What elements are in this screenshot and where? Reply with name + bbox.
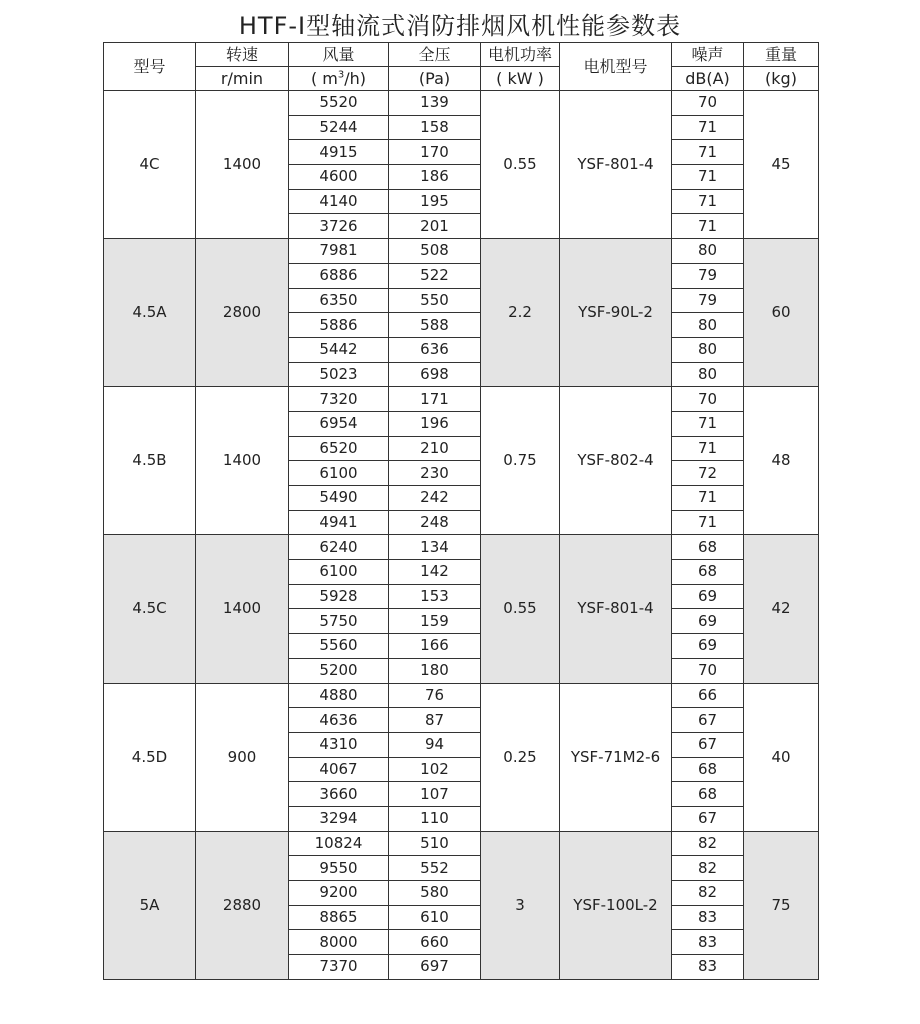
cell-weight: 75 xyxy=(744,831,819,979)
cell-airflow: 5560 xyxy=(289,634,389,659)
cell-pressure: 158 xyxy=(389,115,481,140)
cell-speed: 1400 xyxy=(196,91,289,239)
cell-noise: 69 xyxy=(672,609,744,634)
cell-noise: 67 xyxy=(672,732,744,757)
cell-noise: 82 xyxy=(672,831,744,856)
cell-pressure: 110 xyxy=(389,806,481,831)
cell-airflow: 6100 xyxy=(289,560,389,585)
cell-noise: 83 xyxy=(672,930,744,955)
cell-pressure: 510 xyxy=(389,831,481,856)
cell-pressure: 210 xyxy=(389,436,481,461)
cell-noise: 67 xyxy=(672,806,744,831)
cell-airflow: 5442 xyxy=(289,337,389,362)
cell-pressure: 139 xyxy=(389,91,481,116)
cell-pressure: 159 xyxy=(389,609,481,634)
header-speed-unit: r/min xyxy=(196,67,289,91)
cell-noise: 82 xyxy=(672,881,744,906)
cell-airflow: 7320 xyxy=(289,387,389,412)
cell-noise: 80 xyxy=(672,239,744,264)
cell-pressure: 180 xyxy=(389,658,481,683)
cell-pressure: 230 xyxy=(389,461,481,486)
cell-airflow: 6520 xyxy=(289,436,389,461)
cell-noise: 80 xyxy=(672,313,744,338)
cell-weight: 60 xyxy=(744,239,819,387)
cell-motor: YSF-802-4 xyxy=(560,387,672,535)
cell-weight: 45 xyxy=(744,91,819,239)
cell-airflow: 5490 xyxy=(289,486,389,511)
cell-model: 5A xyxy=(104,831,196,979)
cell-airflow: 6240 xyxy=(289,535,389,560)
cell-pressure: 76 xyxy=(389,683,481,708)
header-weight: 重量 xyxy=(744,43,819,67)
cell-airflow: 8865 xyxy=(289,905,389,930)
header-pressure-unit: (Pa) xyxy=(389,67,481,91)
cell-speed: 2880 xyxy=(196,831,289,979)
cell-pressure: 508 xyxy=(389,239,481,264)
cell-noise: 68 xyxy=(672,535,744,560)
cell-noise: 68 xyxy=(672,782,744,807)
cell-airflow: 3726 xyxy=(289,214,389,239)
cell-pressure: 166 xyxy=(389,634,481,659)
cell-noise: 80 xyxy=(672,337,744,362)
cell-airflow: 6100 xyxy=(289,461,389,486)
cell-airflow: 7370 xyxy=(289,955,389,980)
table-row xyxy=(104,831,819,856)
table-body xyxy=(104,91,819,980)
cell-noise: 71 xyxy=(672,115,744,140)
cell-power: 0.55 xyxy=(481,91,560,239)
cell-pressure: 697 xyxy=(389,955,481,980)
cell-speed: 1400 xyxy=(196,535,289,683)
cell-noise: 71 xyxy=(672,436,744,461)
cell-pressure: 196 xyxy=(389,411,481,436)
cell-pressure: 552 xyxy=(389,856,481,881)
cell-pressure: 186 xyxy=(389,165,481,190)
cell-pressure: 522 xyxy=(389,263,481,288)
cell-pressure: 698 xyxy=(389,362,481,387)
page-title: HTF-I型轴流式消防排烟风机性能参数表 xyxy=(238,12,682,40)
header-weight-unit: (kg) xyxy=(744,67,819,91)
cell-noise: 68 xyxy=(672,560,744,585)
header-speed: 转速 xyxy=(196,43,289,67)
airflow-unit-pre: ( m xyxy=(310,69,338,88)
cell-motor: YSF-71M2-6 xyxy=(560,683,672,831)
cell-airflow: 4600 xyxy=(289,165,389,190)
cell-airflow: 4880 xyxy=(289,683,389,708)
cell-motor: YSF-801-4 xyxy=(560,535,672,683)
cell-airflow: 5244 xyxy=(289,115,389,140)
cell-airflow: 9200 xyxy=(289,881,389,906)
cell-weight: 42 xyxy=(744,535,819,683)
cell-airflow: 7981 xyxy=(289,239,389,264)
cell-model: 4.5A xyxy=(104,239,196,387)
table-row xyxy=(104,239,819,264)
cell-noise: 71 xyxy=(672,510,744,535)
cell-pressure: 107 xyxy=(389,782,481,807)
cell-model: 4.5B xyxy=(104,387,196,535)
table-row xyxy=(104,535,819,560)
header-airflow-unit xyxy=(289,67,389,91)
cell-model: 4.5C xyxy=(104,535,196,683)
cell-pressure: 153 xyxy=(389,584,481,609)
cell-pressure: 134 xyxy=(389,535,481,560)
cell-pressure: 610 xyxy=(389,905,481,930)
cell-airflow: 4941 xyxy=(289,510,389,535)
cell-airflow: 6350 xyxy=(289,288,389,313)
cell-noise: 69 xyxy=(672,584,744,609)
cell-pressure: 242 xyxy=(389,486,481,511)
cell-airflow: 4915 xyxy=(289,140,389,165)
cell-speed: 900 xyxy=(196,683,289,831)
cell-airflow: 4636 xyxy=(289,708,389,733)
cell-power: 0.25 xyxy=(481,683,560,831)
cell-noise: 79 xyxy=(672,288,744,313)
cell-motor: YSF-100L-2 xyxy=(560,831,672,979)
cell-airflow: 5886 xyxy=(289,313,389,338)
cell-speed: 1400 xyxy=(196,387,289,535)
cell-noise: 71 xyxy=(672,189,744,214)
header-model: 型号 xyxy=(104,43,196,91)
cell-pressure: 102 xyxy=(389,757,481,782)
cell-airflow: 5928 xyxy=(289,584,389,609)
cell-airflow: 5750 xyxy=(289,609,389,634)
cell-pressure: 142 xyxy=(389,560,481,585)
cell-pressure: 248 xyxy=(389,510,481,535)
cell-airflow: 6886 xyxy=(289,263,389,288)
header-motor: 电机型号 xyxy=(560,43,672,91)
table-header xyxy=(104,43,819,91)
cell-noise: 67 xyxy=(672,708,744,733)
cell-model: 4.5D xyxy=(104,683,196,831)
cell-airflow: 3294 xyxy=(289,806,389,831)
table-row xyxy=(104,91,819,116)
cell-noise: 71 xyxy=(672,486,744,511)
cell-airflow: 4140 xyxy=(289,189,389,214)
cell-pressure: 201 xyxy=(389,214,481,239)
cell-noise: 83 xyxy=(672,905,744,930)
cell-noise: 71 xyxy=(672,214,744,239)
cell-noise: 69 xyxy=(672,634,744,659)
header-pressure: 全压 xyxy=(389,43,481,67)
cell-motor: YSF-801-4 xyxy=(560,91,672,239)
table-row xyxy=(104,387,819,412)
cell-noise: 70 xyxy=(672,658,744,683)
cell-airflow: 10824 xyxy=(289,831,389,856)
cell-motor: YSF-90L-2 xyxy=(560,239,672,387)
cell-weight: 48 xyxy=(744,387,819,535)
header-noise: 噪声 xyxy=(672,43,744,67)
cell-airflow: 4067 xyxy=(289,757,389,782)
airflow-unit-post: /h) xyxy=(344,69,367,88)
cell-pressure: 94 xyxy=(389,732,481,757)
cell-speed: 2800 xyxy=(196,239,289,387)
cell-airflow: 5200 xyxy=(289,658,389,683)
cell-noise: 71 xyxy=(672,411,744,436)
cell-pressure: 588 xyxy=(389,313,481,338)
cell-airflow: 3660 xyxy=(289,782,389,807)
cell-pressure: 660 xyxy=(389,930,481,955)
cell-noise: 80 xyxy=(672,362,744,387)
cell-noise: 66 xyxy=(672,683,744,708)
header-power-unit: ( kW ) xyxy=(481,67,560,91)
cell-noise: 82 xyxy=(672,856,744,881)
cell-noise: 72 xyxy=(672,461,744,486)
cell-noise: 70 xyxy=(672,91,744,116)
cell-pressure: 580 xyxy=(389,881,481,906)
cell-pressure: 195 xyxy=(389,189,481,214)
cell-pressure: 171 xyxy=(389,387,481,412)
airflow-unit-sup: 3 xyxy=(337,69,345,81)
cell-pressure: 170 xyxy=(389,140,481,165)
cell-pressure: 550 xyxy=(389,288,481,313)
header-airflow: 风量 xyxy=(289,43,389,67)
cell-airflow: 9550 xyxy=(289,856,389,881)
cell-airflow: 5023 xyxy=(289,362,389,387)
cell-power: 0.75 xyxy=(481,387,560,535)
cell-power: 0.55 xyxy=(481,535,560,683)
cell-airflow: 6954 xyxy=(289,411,389,436)
cell-weight: 40 xyxy=(744,683,819,831)
header-power: 电机功率 xyxy=(481,43,560,67)
cell-noise: 70 xyxy=(672,387,744,412)
cell-airflow: 8000 xyxy=(289,930,389,955)
cell-airflow: 4310 xyxy=(289,732,389,757)
cell-pressure: 636 xyxy=(389,337,481,362)
header-noise-unit: dB(A) xyxy=(672,67,744,91)
cell-model: 4C xyxy=(104,91,196,239)
table-row xyxy=(104,683,819,708)
cell-airflow: 5520 xyxy=(289,91,389,116)
cell-power: 3 xyxy=(481,831,560,979)
cell-noise: 71 xyxy=(672,165,744,190)
performance-table xyxy=(103,42,819,980)
cell-power: 2.2 xyxy=(481,239,560,387)
cell-pressure: 87 xyxy=(389,708,481,733)
cell-noise: 79 xyxy=(672,263,744,288)
cell-noise: 83 xyxy=(672,955,744,980)
cell-noise: 71 xyxy=(672,140,744,165)
cell-noise: 68 xyxy=(672,757,744,782)
